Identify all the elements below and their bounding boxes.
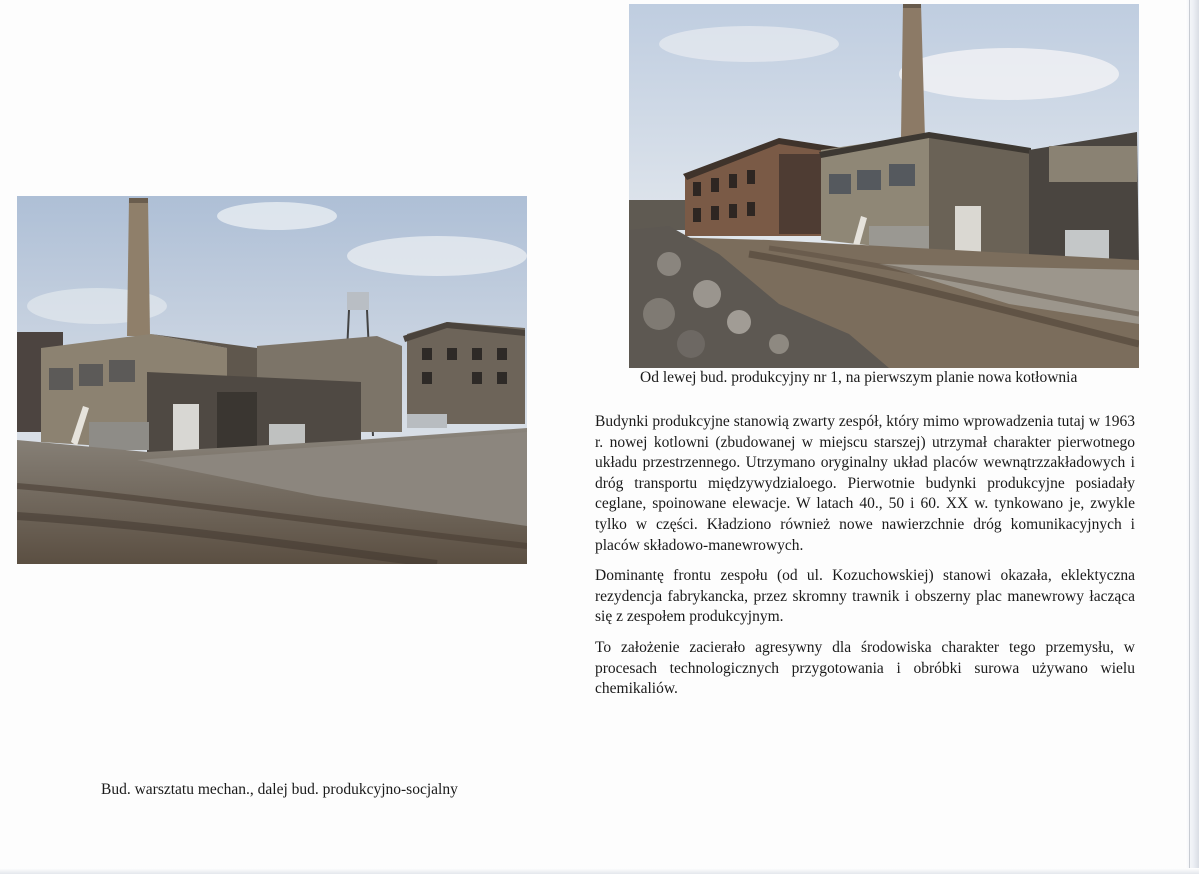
photo-production-image [629, 4, 1139, 368]
photo-workshop-building [17, 196, 527, 564]
photo-production-building [629, 4, 1139, 368]
scan-edge-right [1185, 0, 1199, 874]
scan-edge-bottom [0, 868, 1199, 874]
scan-edge-line [1189, 0, 1190, 874]
body-text [595, 412, 1135, 710]
photo-caption-workshop: Bud. warsztatu mechan., dalej bud. produkcyjno-socjalny [101, 781, 458, 798]
paragraph-residence: Dominantę frontu zespołu (od ul. Kozuchowskiej) stanowi okazała, eklektyczna rezydencja fabrykancka, przez skromny trawnik i obszerny plac manewrowy łacząca się z zespołem produkcyjnym. [595, 567, 1135, 626]
paragraph-chemicals: To założenie zacierało agresywny dla środowiska charakter tego przemysłu, w procesach technologicznych przygotowania i obróbki surowa używano wielu chemikaliów. [595, 638, 1135, 698]
photo-workshop-image [17, 196, 527, 564]
photo-caption-production-building: Od lewej bud. produkcyjny nr 1, na pierwszym planie nowa kotłownia [640, 369, 1078, 386]
paragraph-production-buildings: Budynki produkcyjne stanowią zwarty zespół, który mimo wprowadzenia tutaj w 1963 r. nowej kotlowni (zbudowanej w miejscu starszej) utrzymał charakter pierwotnego układu przestrzennego. Utrzymano oryginalny układ placów wewnątrzzakładowych i dróg transportu międzywydzialoego. Pierwotnie budynki produkcyjne posiadały ceglane, spoinowane elewacje. W latach 40., 50 i 60. XX w. tynkowano je, zwykle tylko w części. Kładziono również nowe nawierzchnie dróg komunikacyjnych i placów składowo-manewrowych. [595, 413, 1135, 554]
